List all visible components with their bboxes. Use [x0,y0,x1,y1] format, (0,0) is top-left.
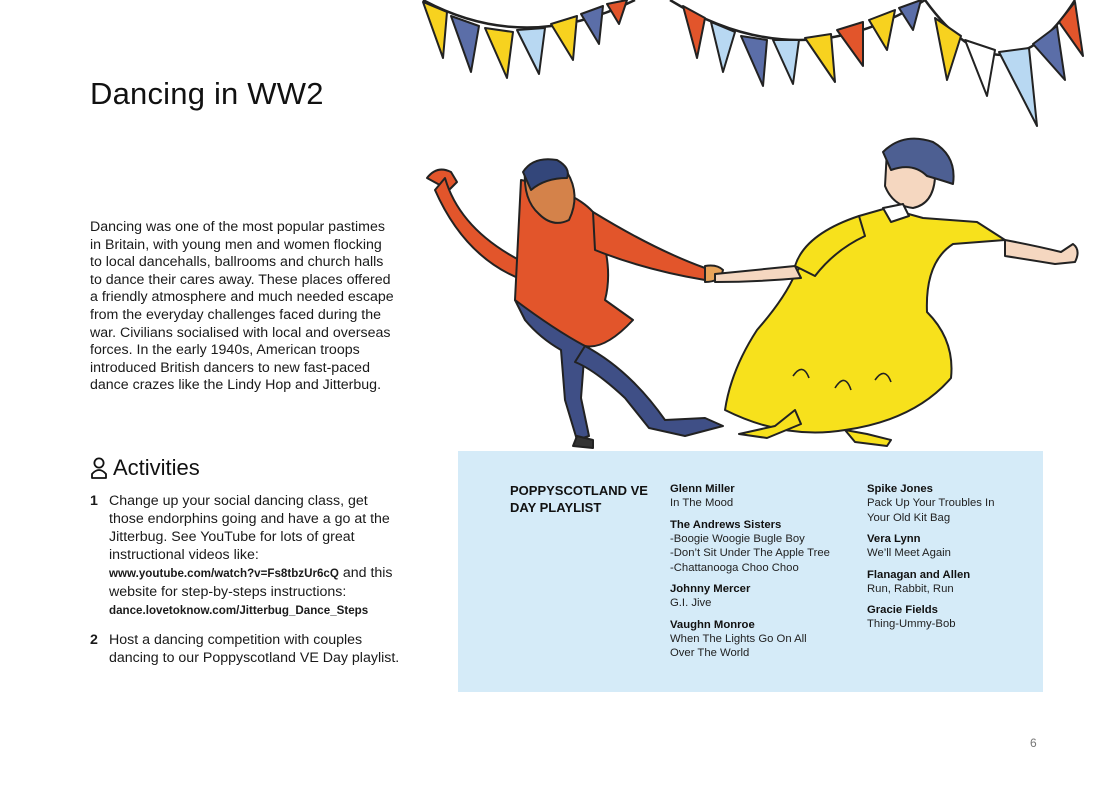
playlist-entry [670,518,855,576]
activity-text-part: and this website for step-by-steps instructions: [109,565,393,600]
activity-number: 1 [90,493,98,509]
playlist-title: POPPYSCOTLAND VE DAY PLAYLIST [510,483,648,515]
artist-name: The Andrews Sisters [670,518,782,531]
activities-list [90,492,400,678]
song-title: -Don’t Sit Under The Apple Tree [670,547,830,559]
activity-number: 2 [90,632,98,648]
artist-name: Gracie Fields [867,604,938,616]
song-title: G.I. Jive [670,597,712,609]
song-title: Run, Rabbit, Run [867,582,954,595]
activity-text-part: Change up your social dancing class, get those endorphins going and have a go at the Jitterbug. See YouTube for lots of great instructional videos like: [109,493,390,563]
activities-heading-label: Activities [113,455,200,480]
intro-paragraph: Dancing was one of the most popular pastimes in Britain, with young men and women flocking to local dancehalls, ballrooms and church halls to dance their cares away. These places offered a friendly atmosphere and much needed escape from the everyday challenges faced during the war. Civilians socialised with local and overseas forces. In the early 1940s, American troops introduced British dancers to new fast-paced dance crazes like the Lindy Hop and Jitterbug. [90,219,394,394]
activity-text [109,492,400,620]
song-title: -Boogie Woogie Bugle Boy [670,532,805,545]
playlist-entry [867,568,1037,597]
song-title: In The Mood [670,497,734,509]
song-title: We’ll Meet Again [867,547,951,559]
activity-item [90,631,400,667]
person-icon [90,457,108,479]
lovetoknow-link[interactable]: dance.lovetoknow.com/Jitterbug_Dance_Steps [109,604,369,617]
song-title: -Chattanooga Choo Choo [670,561,799,574]
activity-text: Host a dancing competition with couples dancing to our Poppyscotland VE Day playlist. [109,632,400,666]
playlist-column-1 [670,482,855,668]
playlist-entry [867,482,1037,525]
playlist-entry [867,603,1037,632]
playlist-box [458,451,1043,692]
playlist-column-2 [867,482,1037,639]
playlist-entry [670,482,855,511]
page-title: Dancing in WW2 [90,76,324,111]
youtube-link[interactable]: www.youtube.com/watch?v=Fs8tbzUr6cQ [109,567,339,580]
song-title: Thing-Ummy-Bob [867,618,956,630]
artist-name: Vera Lynn [867,533,921,545]
playlist-entry [867,532,1037,561]
artist-name: Johnny Mercer [670,583,751,595]
activity-item [90,492,400,620]
song-title: Pack Up Your Troubles In Your Old Kit Bag [867,497,995,524]
artist-name: Spike Jones [867,483,933,495]
artist-name: Vaughn Monroe [670,618,755,631]
dancing-couple-illustration [405,0,1105,460]
page-number: 6 [1030,736,1037,750]
song-title: When The Lights Go On All Over The World [670,632,807,659]
artist-name: Glenn Miller [670,483,735,495]
artist-name: Flanagan and Allen [867,568,971,581]
playlist-entry [670,618,855,661]
activities-heading [90,455,200,481]
playlist-entry [670,582,855,611]
